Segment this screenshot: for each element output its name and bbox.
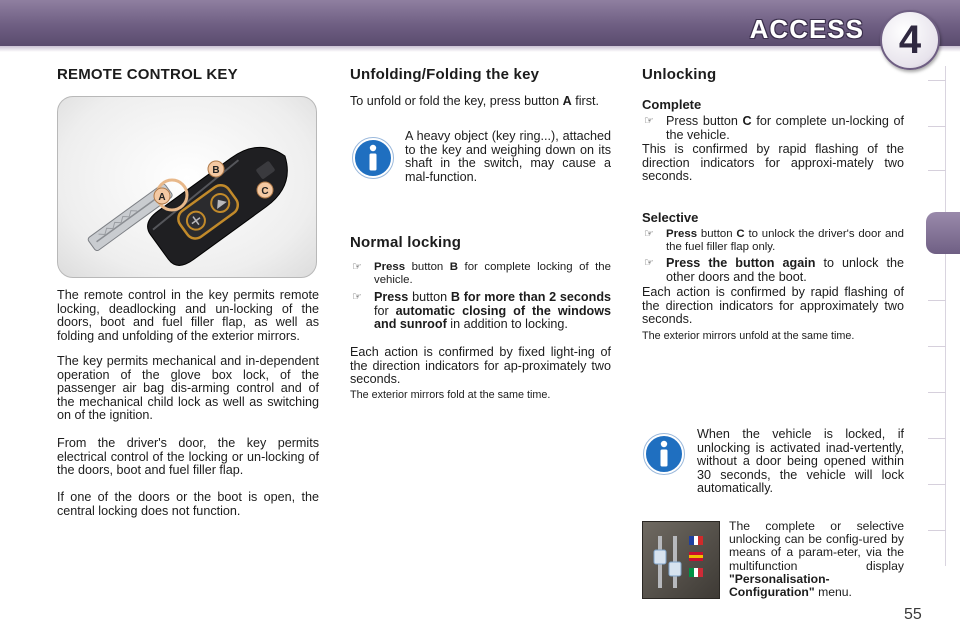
key-label-a: A — [158, 192, 166, 203]
chapter-number: 4 — [898, 17, 922, 62]
remote-paragraph-3: From the driver's door, the key permits electrical control of the locking or un-locking of the doors, boot and fuel filler flap. — [57, 436, 319, 478]
complete-confirmation: This is confirmed by rapid flashing of the direction indicators for approxi-mately two seconds. — [642, 142, 904, 184]
config-text1: The complete or selective unlocking can be config-ured by means of a param-eter, via the multifunction display — [729, 519, 904, 573]
normal-locking-bullet-2 — [352, 291, 611, 332]
bullet2-text3: in addition to locking. — [450, 317, 568, 332]
remote-control-key-title: REMOTE CONTROL KEY — [57, 66, 238, 83]
sel1-text2: to unlock the driver's door and the fuel filler flap only. — [666, 228, 904, 253]
sel1-bold1: Press — [666, 228, 698, 240]
key-label-c: C — [261, 186, 269, 197]
unfold-intro-key: A — [562, 94, 572, 108]
tab-marker — [928, 170, 946, 171]
settings-sliders-illustration — [643, 522, 721, 600]
sel2-bold1: Press the button again — [666, 256, 816, 270]
tab-marker — [928, 484, 946, 485]
tab-marker — [928, 300, 946, 301]
active-chapter-tab[interactable] — [926, 212, 960, 254]
pointing-hand-icon: ☞ — [352, 291, 362, 303]
tab-marker — [928, 530, 946, 531]
pointing-hand-icon: ☞ — [644, 115, 654, 127]
tab-marker — [928, 80, 946, 81]
locking-confirmation: Each action is confirmed by fixed light-ing of the direction indicators for ap-proximately two seconds. — [350, 345, 611, 387]
remote-paragraph-4: If one of the doors or the boot is open, the central locking does not function. — [57, 490, 319, 518]
chapter-badge — [880, 10, 940, 70]
complete-text1: Press button — [666, 114, 738, 128]
bullet1-bold2: B — [449, 261, 459, 273]
tab-marker — [928, 392, 946, 393]
unlocking-title: Unlocking — [642, 66, 717, 83]
normal-locking-bullet-1 — [352, 261, 611, 286]
mirrors-fold-note: The exterior mirrors fold at the same time. — [350, 389, 551, 401]
bullet2-bold1: Press — [374, 290, 409, 304]
bullet2-text1: button — [412, 290, 448, 304]
section-title: ACCESS — [749, 14, 864, 44]
remote-key-image — [57, 96, 317, 278]
remote-paragraph-2: The key permits mechanical and in-dependent operation of the glove box lock, of the passenger air bag dis-arming control and of the mechanical child lock as well as switching on of the ignition. — [57, 354, 319, 423]
unfolding-folding-title: Unfolding/Folding the key — [350, 66, 540, 83]
mirrors-unfold-note: The exterior mirrors unfold at the same time. — [642, 330, 855, 342]
unfold-intro-text: To unfold or fold the key, press button — [350, 94, 560, 108]
config-text2: menu. — [818, 585, 852, 600]
sel1-bold2: C — [736, 228, 745, 240]
complete-bullet — [644, 115, 904, 142]
unfold-intro — [350, 95, 611, 109]
selective-bullet-1 — [644, 228, 904, 253]
info-icon — [352, 137, 394, 179]
remote-paragraph-1: The remote control in the key permits remote locking, deadlocking and un-locking of the doors, boot and fuel filler flap, as well as folding and unfolding of the exterior mirrors. — [57, 288, 319, 343]
auto-relock-note: When the vehicle is locked, if unlocking is activated inad-vertently, without a door being opened within 30 seconds, the vehicle will lock automatically. — [697, 427, 904, 496]
chapter-tab-strip — [928, 66, 946, 566]
settings-display-image — [642, 521, 720, 599]
complete-bold: C — [742, 114, 752, 128]
tab-marker — [928, 346, 946, 347]
selective-confirmation: Each action is confirmed by rapid flashing of the direction indicators for approximately two seconds. — [642, 285, 904, 327]
tab-marker — [928, 438, 946, 439]
bullet2-text2: for — [374, 303, 389, 318]
complete-subtitle: Complete — [642, 97, 702, 112]
info-icon — [643, 433, 685, 475]
bullet1-text2: for complete locking of the vehicle. — [374, 261, 611, 286]
header-shadow — [0, 46, 960, 52]
remote-key-illustration — [58, 97, 317, 278]
normal-locking-title: Normal locking — [350, 234, 462, 251]
pointing-hand-icon: ☞ — [644, 228, 654, 240]
sel1-text1: button — [700, 228, 733, 240]
complete-text2: for complete un-locking of the vehicle. — [666, 114, 905, 142]
bullet2-bold3: automatic closing of the windows and sunroof — [374, 303, 612, 332]
key-label-b: B — [212, 165, 220, 176]
bullet1-text1: button — [411, 261, 444, 273]
sel2-text1: to unlock the other doors and the boot. — [666, 256, 905, 284]
pointing-hand-icon: ☞ — [644, 257, 654, 269]
bullet1-bold1: Press — [374, 261, 406, 273]
page-number: 55 — [904, 606, 922, 623]
selective-bullet-2 — [644, 257, 904, 284]
tab-marker — [928, 126, 946, 127]
unfold-intro-end: first. — [575, 94, 599, 108]
config-menu-name: "Personalisation-Configuration" — [729, 571, 830, 600]
key-weight-warning: A heavy object (key ring...), attached to the key and weighing down on its shaft in the switch, may cause a mal-function. — [405, 129, 611, 184]
configuration-note — [729, 520, 904, 599]
selective-subtitle: Selective — [642, 210, 699, 225]
bullet2-bold2: B for more than 2 seconds — [450, 290, 612, 304]
pointing-hand-icon: ☞ — [352, 261, 362, 273]
